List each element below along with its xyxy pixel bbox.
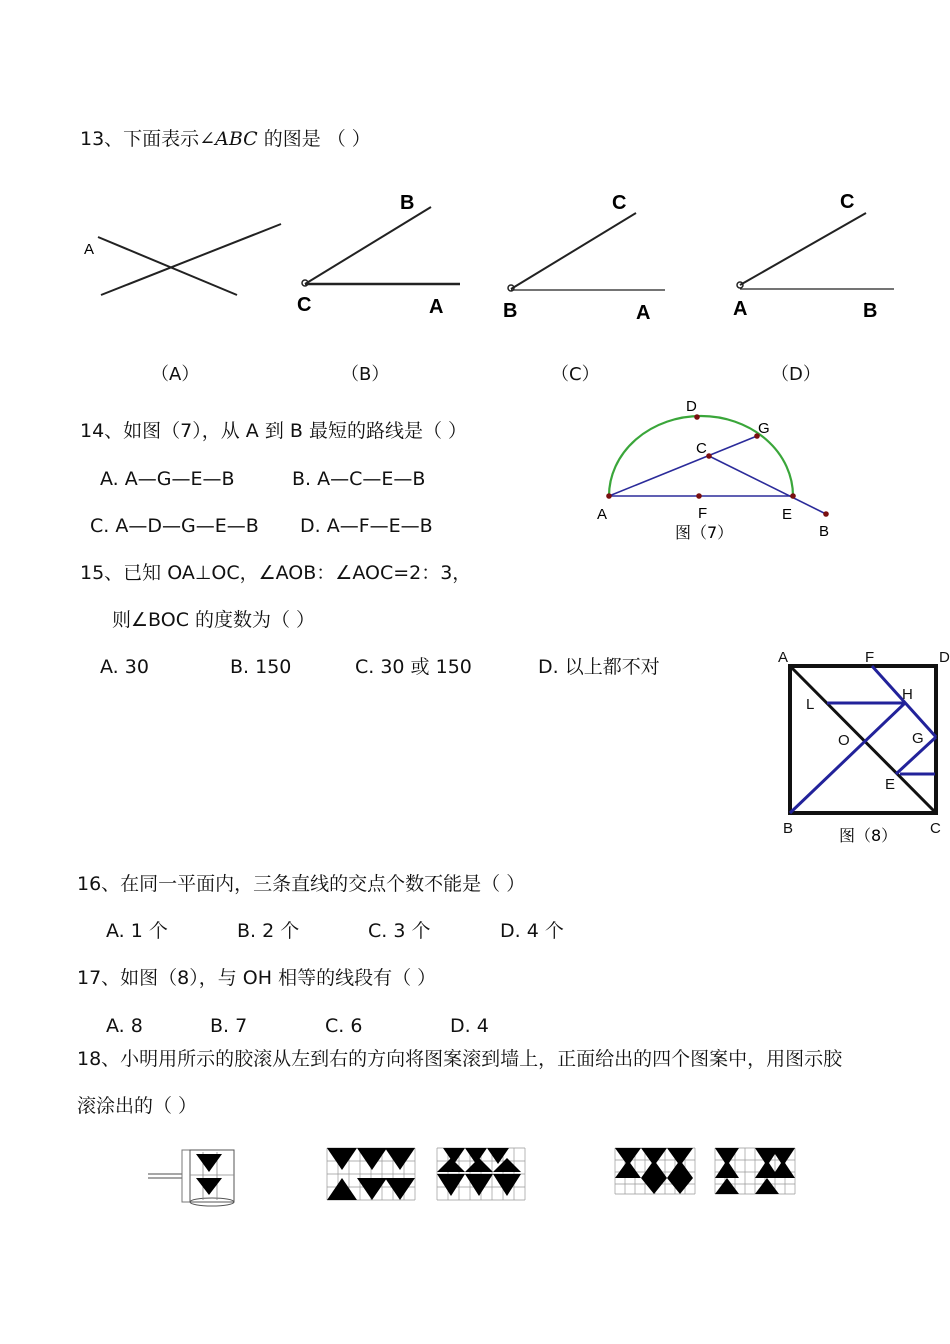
fig7-point-f	[696, 493, 702, 499]
fig7-point-d	[694, 414, 700, 420]
fig-d-label-a: A	[733, 298, 748, 320]
q15-option-c: C. 30 或 150	[355, 656, 472, 678]
pattern-d	[715, 1148, 797, 1196]
fig-d-label-b: B	[863, 300, 878, 322]
fig-b-label-b: B	[400, 192, 415, 214]
angle-symbol: ∠	[199, 128, 216, 150]
q15-option-a: A. 30	[100, 656, 149, 678]
fig-b-label-a: A	[429, 296, 444, 318]
angle-name: ABC	[215, 128, 258, 150]
fig7-point-b	[823, 511, 829, 517]
q16-option-d: D. 4 个	[500, 920, 564, 942]
q17-option-c: C. 6	[325, 1015, 363, 1037]
fig-a-line-1	[98, 237, 237, 295]
q15-stem: 15、已知 OA⊥OC，∠AOB：∠AOC=2：3，	[80, 562, 472, 584]
fig8-label-e: E	[885, 776, 896, 793]
roller-bracket	[182, 1150, 190, 1202]
fig-d-label-c: C	[840, 191, 855, 213]
fig7-point-a	[606, 493, 612, 499]
q13-figure-a	[80, 215, 290, 305]
fig8-label-o: O	[838, 732, 850, 749]
q16-stem: 16、在同一平面内，三条直线的交点个数不能是（ ）	[77, 873, 526, 895]
fig8-line-bh	[790, 703, 905, 813]
q18-stem-line2: 滚涂出的（ ）	[77, 1095, 198, 1117]
fig-a-line-2	[101, 224, 281, 295]
fig-b-label-c: C	[297, 294, 312, 316]
fig-c-label-c: C	[612, 192, 627, 214]
fig7-point-c	[706, 453, 712, 459]
q13-figure-d	[725, 180, 910, 325]
q17-option-a: A. 8	[106, 1015, 143, 1037]
fig8-label-g: G	[912, 730, 924, 747]
fig7-point-e	[790, 493, 796, 499]
q17-option-d: D. 4	[450, 1015, 489, 1037]
q18-stem: 18、小明用所示的胶滚从左到右的方向将图案滚到墙上，正面给出的四个图案中，用图示胶	[77, 1048, 843, 1070]
q13-figure-b	[290, 180, 470, 320]
q13-caption-b: （B）	[341, 364, 390, 385]
fig7-label-g: G	[758, 420, 770, 437]
q13-stem: 13、下面表示∠ABC 的图是 （ ）	[80, 128, 371, 150]
q13-caption-d: （D）	[771, 364, 821, 385]
fig7-label-e: E	[782, 506, 793, 523]
q14-option-b: B. A—C—E—B	[292, 468, 426, 490]
fig7-caption: 图（7）	[675, 523, 734, 542]
fig8-label-l: L	[806, 696, 815, 713]
fig8-caption: 图（8）	[839, 826, 898, 845]
q14-option-c: C. A—D—G—E—B	[90, 515, 259, 537]
fig-c-label-a: A	[636, 302, 651, 324]
pattern-c	[615, 1148, 697, 1196]
q15-stem-line2: 则∠BOC 的度数为（ ）	[112, 609, 316, 631]
q13-caption-c: （C）	[551, 364, 600, 385]
fig-d-ray-ac	[740, 213, 866, 285]
q17-option-b: B. 7	[210, 1015, 248, 1037]
q16-option-b: B. 2 个	[237, 920, 300, 942]
fig8-label-c: C	[930, 820, 941, 837]
pattern-a	[327, 1148, 417, 1202]
fig8-label-h: H	[902, 686, 913, 703]
q16-option-c: C. 3 个	[368, 920, 431, 942]
fig8-label-d: D	[939, 649, 950, 666]
fig7-points	[606, 414, 829, 517]
fig-b-ray-cb	[305, 207, 431, 284]
q17-stem: 17、如图（8），与 OH 相等的线段有（ ）	[77, 967, 437, 989]
fig7-label-f: F	[698, 505, 708, 522]
q15-option-d: D. 以上都不对	[538, 656, 660, 678]
fig7-segment-ceb	[709, 456, 826, 514]
q14-option-a: A. A—G—E—B	[100, 468, 235, 490]
fig-c-label-b: B	[503, 300, 518, 322]
q14-option-d: D. A—F—E—B	[300, 515, 433, 537]
fig7-label-a: A	[597, 506, 608, 523]
fig8-label-a: A	[778, 649, 789, 666]
fig-c-ray-bc	[511, 213, 636, 289]
fig7-label-d: D	[686, 398, 697, 415]
q13-caption-a: （A）	[151, 364, 200, 385]
fig-a-label: A	[84, 241, 95, 258]
paint-roller-figure	[145, 1140, 245, 1210]
q16-option-a: A. 1 个	[106, 920, 168, 942]
pattern-b	[437, 1148, 527, 1202]
q15-option-b: B. 150	[230, 656, 292, 678]
figure-8	[775, 645, 950, 850]
q13-figure-c	[495, 180, 680, 325]
fig7-label-c: C	[696, 440, 707, 457]
fig8-label-b: B	[783, 820, 794, 837]
figure-7	[590, 395, 840, 545]
fig7-label-b: B	[819, 523, 830, 540]
fig8-label-f: F	[865, 649, 875, 666]
q14-stem: 14、如图（7），从 A 到 B 最短的路线是（ ）	[80, 420, 467, 442]
